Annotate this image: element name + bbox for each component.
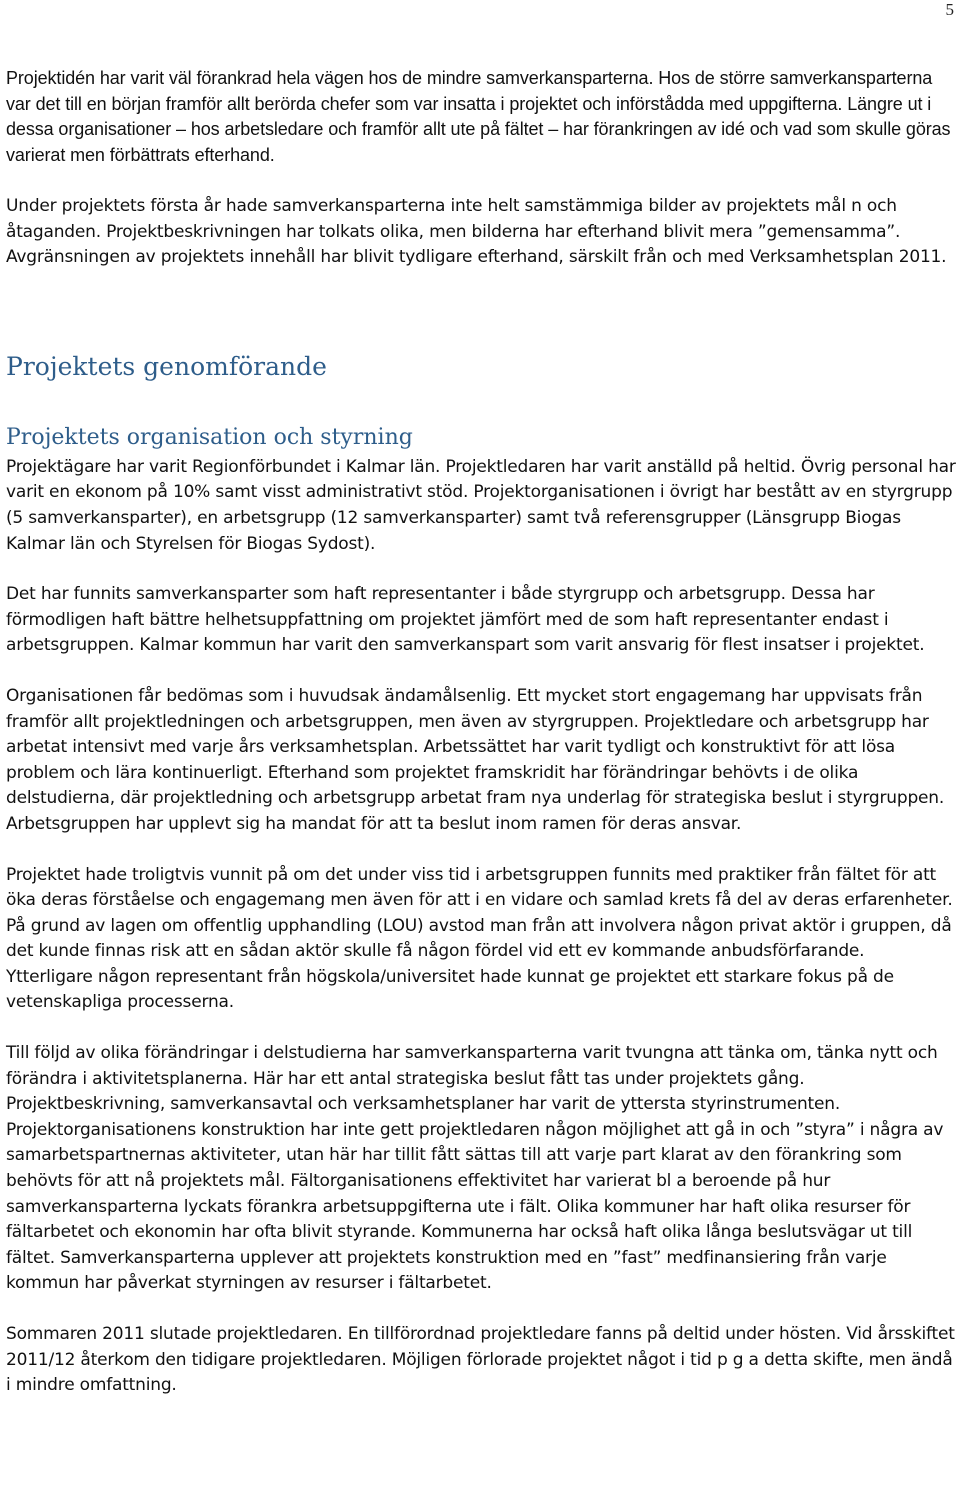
section-heading-implementation: Projektets genomförande [6,351,327,381]
page-number: 5 [945,0,954,19]
paragraph-anchoring: Projektidén har varit väl förankrad hela vägen hos de mindre samverkansparterna. Hos de större samverkansparterna var det till en början framför allt berörda chefer som var insatta i projektet och införstådda med uppgifterna. Längre ut i dessa organisationer – hos arbetsledare och framför allt ute på fältet – har förankringen av idé och vad som skulle göras varierat men förbättrats efterhand. [6,68,951,165]
paragraph-project-owner: Projektägare har varit Regionförbundet i Kalmar län. Projektledaren har varit anställd på heltid. Övrig personal har varit en ekonom på 10% samt visst administrativt stöd. Projektorganisationen i övrigt har bestått av en styrgrupp (5 samverkansparter), en arbetsgrupp (12 samverkansparter) samt två referensgrupper (Länsgrupp Biogas Kalmar län och Styrelsen för Biogas Sydost). [6,456,956,554]
paragraph-changes: Till följd av olika förändringar i delstudierna har samverkansparterna varit tvungna att tänka om, tänka nytt och förändra i aktivitetsplanerna. Här har ett antal strategiska beslut fått tas under projektets gång. Projektbeskrivning, samverkansavtal och verksamhetsplaner har varit de yttersta styrinstrumenten. Projektorganisationens konstruktion har inte gett projektledaren någon möjlighet att gå in och ”styra” i några av samarbetspartnernas aktiviteter, utan här har tillit fått sättas till att varje part klarat av den förankring som behövts för att nå projektets mål. Fältorganisationens effektivitet har varierat bl a beroende på hur samverkansparterna lyckats förankra arbetsuppgifterna ute i fält. Olika kommuner har haft olika resurser för fältarbetet och ekonomin har ofta blivit styrande. Kommunerna har också haft olika långa beslutsvägar ut till fältet. Samverkansparterna upplever att projektets konstruktion med en ”fast” medfinansiering från varje kommun har påverkat styrningen av resurser i fältarbetet. [6,1043,944,1294]
paragraph-representatives: Det har funnits samverkansparter som haft representanter i både styrgrupp och arbetsgrupp. Dessa har förmodligen haft bättre helhetsuppfattning om projektet jämfört med de som haft representanter endast i arbetsgruppen. Kalmar kommun har varit den samverkanspart som varit ansvarig för flest insatser i projektet. [6,584,925,656]
paragraph-practitioners: Projektet hade troligtvis vunnit på om det under viss tid i arbetsgruppen funnits med praktiker från fältet för att öka deras förståelse och engagemang men även för att i en vidare och samlad krets få del av deras erfarenheter. På grund av lagen om offentlig upphandling (LOU) avstod man från att involvera någon privat aktör i gruppen, då det kunde finnas risk att en sådan aktör skulle få någon fördel vid ett ev kommande anbudsförfarande. Ytterligare någon representant från högskola/universitet hade kunnat ge projektet ett starkare fokus på de vetenskapliga processerna. [6,864,953,1013]
paragraph-organisation-assessment: Organisationen får bedömas som i huvudsak ändamålsenlig. Ett mycket stort engagemang har uppvisats från framför allt projektledningen och arbetsgruppen, men även av styrgruppen. Projektledare och arbetsgrupp har arbetat intensivt med varje års verksamhetsplan. Arbetssättet har varit tydligt och konstruktivt för att lösa problem och lära kontinuerligt. Efterhand som projektet framskridit har förändringar behövts i de olika delstudierna, där projektledning och arbetsgrupp arbetat fram nya underlag för strategiska beslut i styrgruppen. Arbetsgruppen har upplevt sig ha mandat för att ta beslut inom ramen för deras ansvar. [6,685,945,834]
paragraph-project-goals: Under projektets första år hade samverkansparterna inte helt samstämmiga bilder av projektets mål n och åtaganden. Projektbeskrivningen har tolkats olika, men bilderna har efterhand blivit mera ”gemensamma”. Avgränsningen av projektets innehåll har blivit tydligare efterhand, särskilt från och med Verksamhetsplan 2011. [6,196,947,268]
subsection-heading-organisation: Projektets organisation och styrning [6,424,413,450]
paragraph-project-manager-change: Sommaren 2011 slutade projektledaren. En tillförordnad projektledare fanns på deltid under hösten. Vid årsskiftet 2011/12 återkom den tidigare projektledaren. Möjligen förlorade projektet något i tid p g a detta skifte, men ändå i mindre omfattning. [6,1324,955,1396]
document-body [6,66,956,1399]
